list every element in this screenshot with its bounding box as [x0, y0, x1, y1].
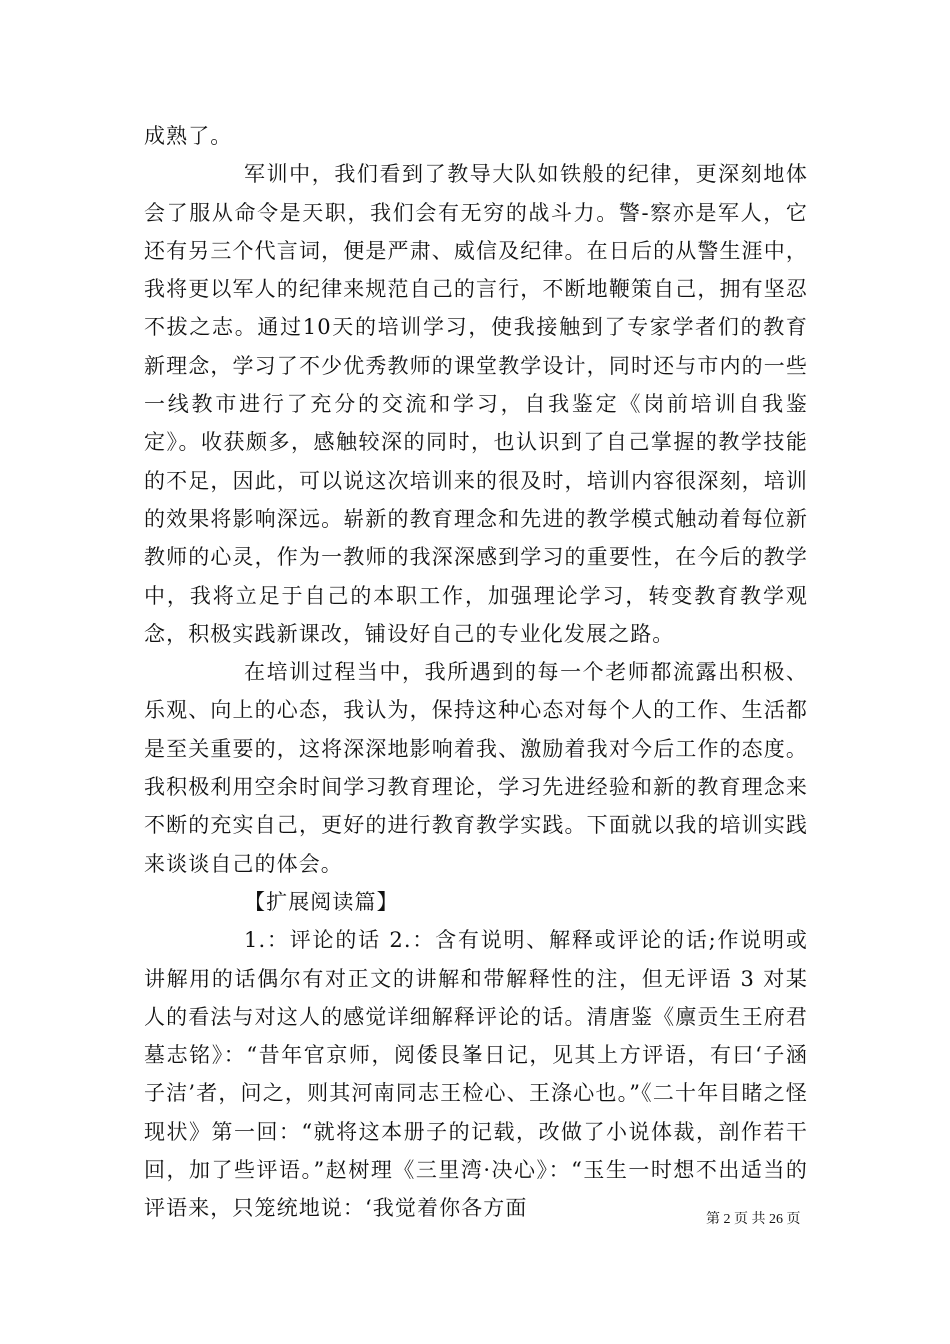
- paragraph-military-training: 军训中，我们看到了教导大队如铁般的纪律，更深刻地体会了服从命令是天职，我们会有无穷的战斗力。警-察亦是军人，它还有另三个代言词，便是严肃、威信及纪律。在日后的从警生涯中，我将更以军人的纪律来规范自己的言行，不断地鞭策自己，拥有坚忍不拔之志。通过10天的培训学习，使我接触到了专家学者们的教育新理念，学习了不少优秀教师的课堂教学设计，同时还与市内的一些一线教市进行了充分的交流和学习，自我鉴定《岗前培训自我鉴定》。收获颇多，感触较深的同时，也认识到了自己掌握的教学技能的不足，因此，可以说这次培训来的很及时，培训内容很深刻，培训的效果将影响深远。崭新的教育理念和先进的教学模式触动着每位新教师的心灵，作为一教师的我深深感到学习的重要性，在今后的教学中，我将立足于自己的本职工作，加强理论学习，转变教育教学观念，积极实践新课改，铺设好自己的专业化发展之路。: [144, 162, 808, 646]
- paragraph-training-attitude: 在培训过程当中，我所遇到的每一个老师都流露出积极、乐观、向上的心态，我认为，保持这种心态对每个人的工作、生活都是至关重要的，这将深深地影响着我、激励着我对今后工作的态度。我积极利用空余时间学习教育理论，学习先进经验和新的教育理念来不断的充实自己，更好的进行教育教学实践。下面就以我的培训实践来谈谈自己的体会。: [144, 660, 808, 876]
- paragraph-continuation: 成熟了。: [144, 124, 233, 148]
- body-text: [144, 117, 808, 1228]
- paragraph-extended-reading: 1.：评论的话 2.：含有说明、解释或评论的话;作说明或讲解用的话偶尔有对正文的讲解和带解释性的注，但无评语 3 对某人的看法与对这人的感觉详细解释评论的话。清唐鉴《廪贡生王府君墓志铭》：“昔年官京师，阅倭艮峯日记，见其上方评语，有曰‘子涵子洁’者，问之，则其河南同志王检心、王涤心也。”《二十年目睹之怪现状》第一回：“就将这本册子的记载，改做了小说体裁，剖作若干回，加了些评语。”赵树理《三里湾·决心》：“玉生一时想不出适当的评语来，只笼统地说：‘我觉着你各方面: [144, 928, 808, 1221]
- page-number-footer: 第 2 页 共 26 页: [706, 1212, 801, 1227]
- section-heading-extended-reading: 【扩展阅读篇】: [244, 889, 399, 914]
